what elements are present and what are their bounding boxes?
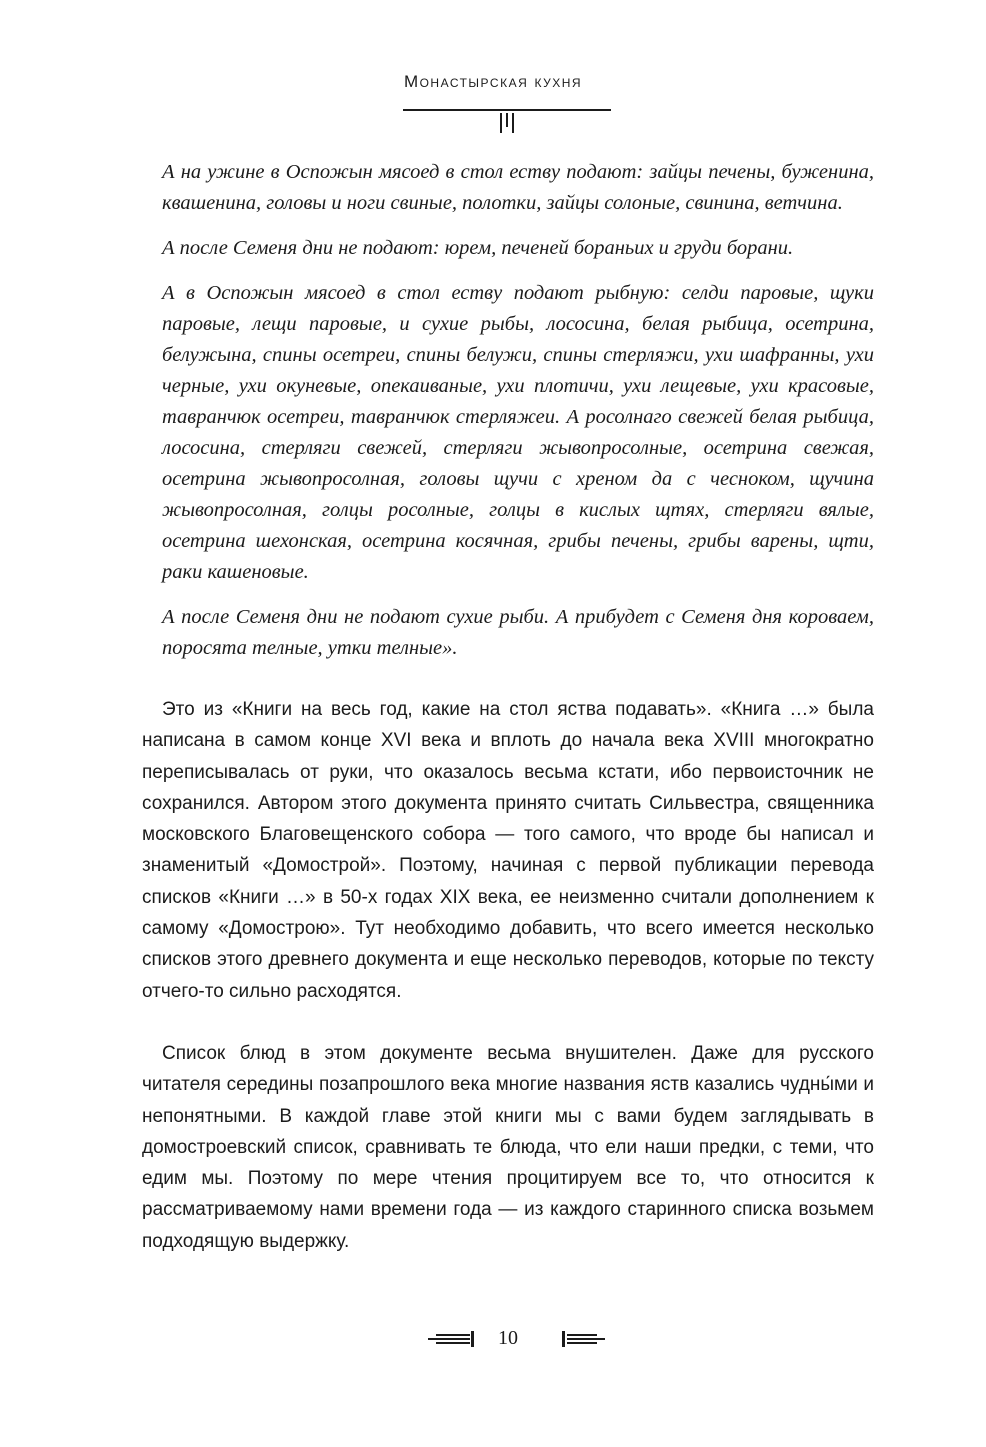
quote-paragraph: А на ужине в Оспожын мясоед в стол еству подают: зайцы печены, буженина, квашенина, головы и ноги свиные, полотки, зайцы солоные, свинина, ветчина. — [162, 161, 874, 214]
page-content — [142, 157, 874, 1288]
body-paragraph: Это из «Книги на весь год, какие на стол яства подавать». «Книга …» была написана в самом конце XVI века и вплоть до начала века XVIII многократно переписывалась от руки, что оказалось весьма кстати, ибо первоисточник не сохранился. Автором этого документа принято считать Сильвестра, священника московского Благовещенского собора — того самого, что вроде бы написал и знаменитый «Домострой». Поэтому, начиная с первой публикации перевода списков «Книги …» в 50-х годах XIX века, ее неизменно считали дополнением к самому «Домострою». Тут необходимо добавить, что всего имеется несколько списков этого древнего документа и еще несколько переводов, которые по тексту отчего-то сильно расходятся. — [142, 699, 874, 1002]
body-paragraph: Список блюд в этом документе весьма внушителен. Даже для русского читателя середины позапрошлого века многие названия яств казались чудны́ми и непонятными. В каждой главе этой книги мы с вами будем заглядывать в домостроевский список, сравнивать те блюда, что ели наши предки, с теми, что едим мы. Поэтому по мере чтения процитируем все то, что относится к рассматриваемому нами времени года — из каждого старинного списка возьмем подходящую выдержку. — [142, 1042, 874, 1252]
page-number: 10 — [498, 1327, 518, 1349]
quote-paragraph: А после Семеня дни не подают: юрем, печеней бораньих и груди борани. — [162, 237, 794, 259]
running-title: Монастырская кухня — [403, 72, 583, 91]
page-header — [0, 72, 986, 92]
folio-ornament-left-icon — [428, 1331, 476, 1347]
quote-paragraph: А после Семеня дни не подают сухие рыби. А прибудет с Семеня дня короваем, поросята телные, утки телные». — [162, 606, 874, 659]
body-text — [142, 694, 874, 1257]
page-footer — [0, 1323, 986, 1353]
folio-ornament-right-icon — [562, 1331, 610, 1347]
quoted-excerpt — [162, 157, 874, 664]
header-rule — [403, 109, 611, 111]
header-ornament-icon — [403, 109, 611, 133]
quote-paragraph: А в Оспожын мясоед в стол еству подают рыбную: селди паровые, щуки паровые, лещи паровые, и сухие рыбы, лососина, белая рыбица, осетрина, белужына, спины осетреи, спины белужи, спины стерляжи, ухи шафранны, ухи черные, ухи окуневые, опекаиваные, ухи плотичи, ухи лещевые, ухи красовые, тавранчюк осетреи, тавранчюк стерляжеи. А росолнаго свежей белая рыбица, лососина, стерляги свежей, стерляги жывопросолные, осетрина свежая, осетрина жывопросолная, головы щучи с хреном да с чесноком, щучина жывопросолная, голцы росолные, голцы в кислых щтях, стерляги вялые, осетрина шехонская, осетрина косячная, грибы печены, грибы варены, щти, раки кашеновые. — [162, 282, 874, 583]
